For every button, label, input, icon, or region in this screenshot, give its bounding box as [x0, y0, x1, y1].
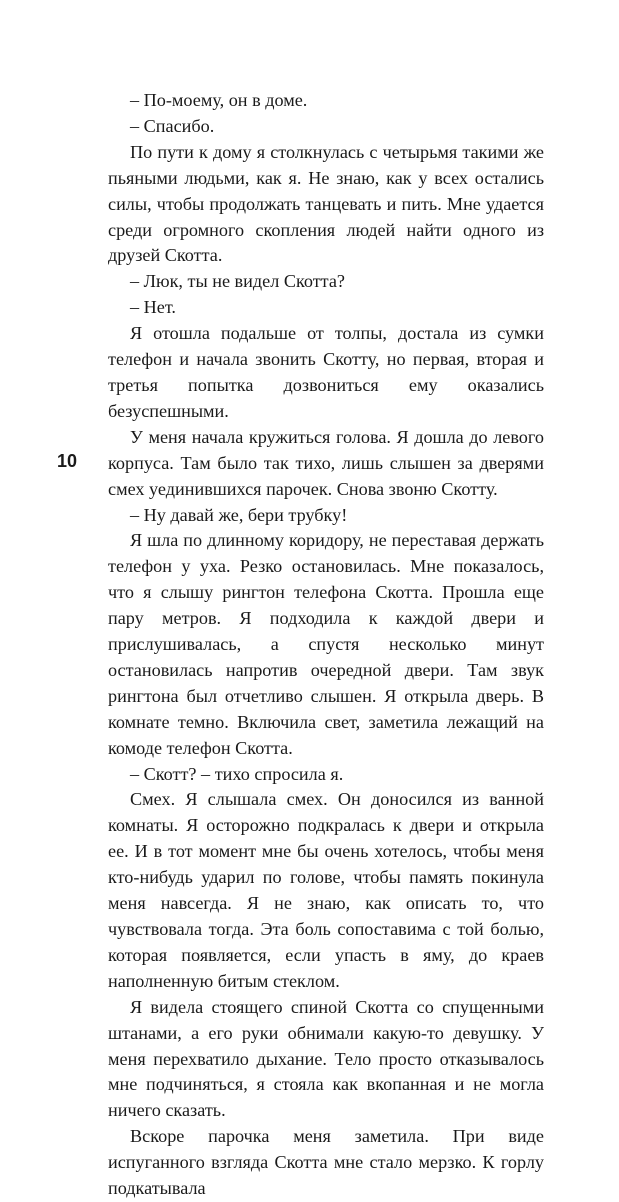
paragraph: – Нет. [130, 297, 176, 318]
paragraph: Я отошла подальше от толпы, достала из сумки телефон и начала звонить Скотту, но первая, вторая и третья попытка дозвониться ему оказались безуспешными. [108, 323, 544, 421]
paragraph: – Спасибо. [130, 115, 215, 136]
paragraph: Я видела стоящего спиной Скотта со спущенными штанами, а его руки обнимали какую-то девушку. У меня перехватило дыхание. Тело просто отказывалось мне подчиняться, я стояла как вкопанная и не могла ничего сказать. [108, 996, 544, 1121]
paragraph: – Ну давай же, бери трубку! [130, 504, 348, 525]
paragraph: – Люк, ты не видел Скотта? [130, 271, 345, 292]
paragraph: Смех. Я слышала смех. Он доносился из ванной комнаты. Я осторожно подкралась к двери и открыла ее. И в тот момент мне бы очень хотелось, чтобы меня кто-нибудь ударил по голове, чтобы память покинула меня навсегда. Я не знаю, как описать то, что чувствовала тогда. Эта боль сопоставима с той болью, которая появляется, если упасть в яму, до краев наполненную битым стеклом. [108, 789, 544, 991]
page-number: 10 [57, 451, 78, 471]
paragraph: Я шла по длинному коридору, не переставая держать телефон у уха. Резко остановилась. Мне показалось, что я слышу рингтон телефона Скотта. Прошла еще пару метров. Я подходила к каждой двери и прислушивалась, а спустя несколько минут остановилась напротив очередной двери. Там звук рингтона был отчетливо слышен. Я открыла дверь. В комнате темно. Включила свет, заметила лежащий на комоде телефон Скотта. [108, 530, 544, 758]
paragraph: – Скотт? – тихо спросила я. [130, 763, 344, 784]
paragraph: Вскоре парочка меня заметила. При виде испуганного взгляда Скотта мне стало мерзко. К горлу подкатывала [108, 1126, 544, 1199]
paragraph: У меня начала кружиться голова. Я дошла до левого корпуса. Там было так тихо, лишь слышен за дверями смех уединившихся парочек. Снова звоню Скотту. [108, 426, 544, 499]
body-text [108, 88, 544, 1202]
paragraph: По пути к дому я столкнулась с четырьмя такими же пьяными людьми, как я. Не знаю, как у всех остались силы, чтобы продолжать танцевать и пить. Мне удается среди огромного скопления людей найти одного из друзей Скотта. [108, 141, 544, 266]
paragraph: – По-моему, он в доме. [130, 90, 308, 110]
